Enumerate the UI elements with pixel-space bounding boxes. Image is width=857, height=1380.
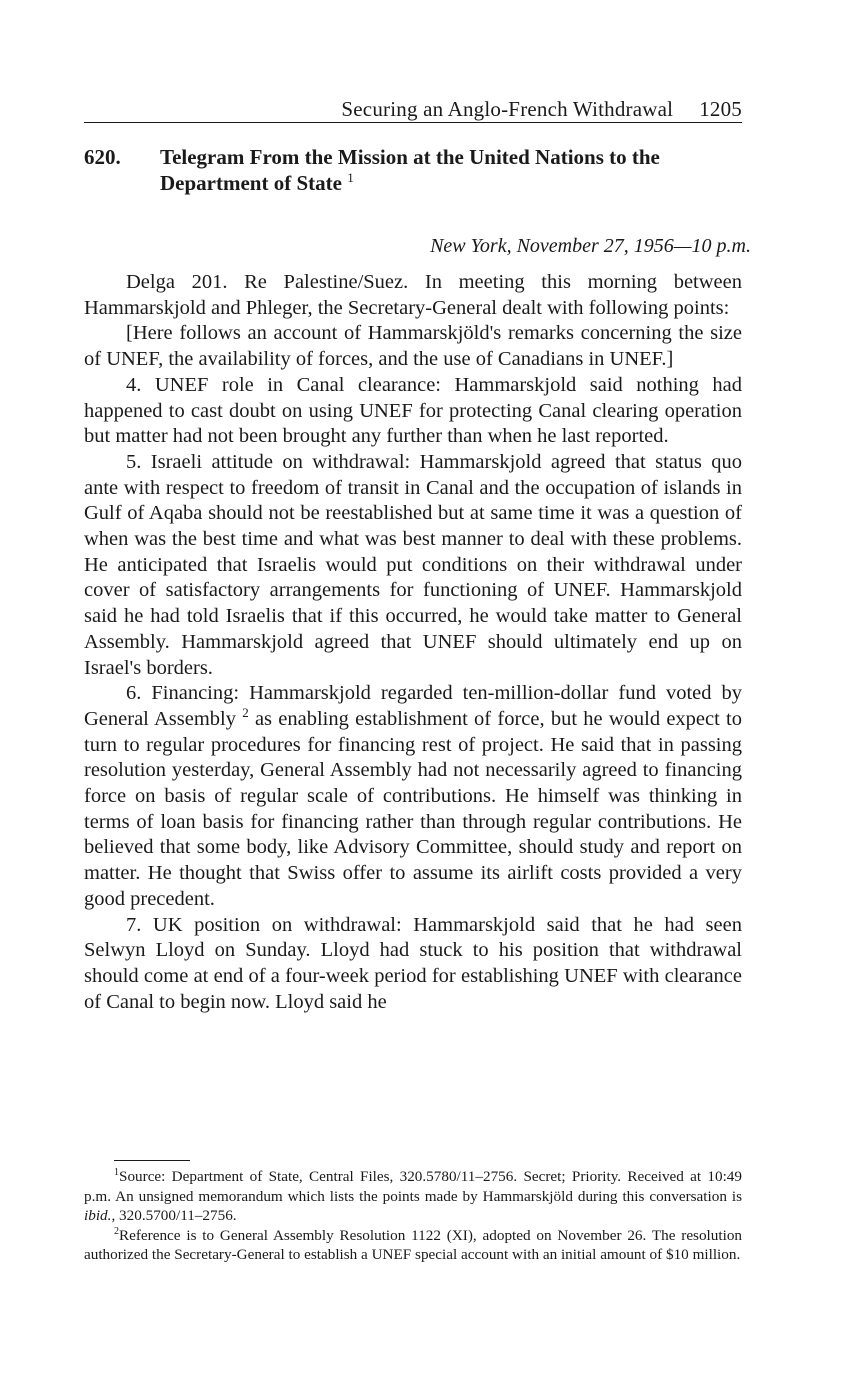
paragraph-point-6-start: 6. Financing: Hammarskjold regarded ten-million-dollar fund voted by General Assembly bbox=[84, 682, 742, 730]
footnote-1-text: Source: Department of State, Central Files, 320.5780/11–2756. Secret; Priority. Received at 10:49 p.m. An unsigned memorandum which lists the points made by Hammarskjöld during this conversation is bbox=[84, 1168, 742, 1205]
paragraph-point-6-end: as enabling establishment of force, but he would expect to turn to regular procedures for financing rest of project. He said that in passing resolution yesterday, General Assembly had not necessarily agreed to financing force on basis of regular scale of contributions. He himself was thinking in terms of loan basis for financing rather than through regular contributions. He believed that some body, like Advisory Committee, should study and report on matter. He thought that Swiss offer to assume its airlift costs provided a very good precedent. bbox=[84, 707, 742, 910]
document-title-text: Telegram From the Mission at the United Nations to the Department of State bbox=[160, 145, 660, 195]
footnote-ref-1[interactable]: 1 bbox=[347, 170, 354, 185]
paragraph-point-7: 7. UK position on withdrawal: Hammarskjold said that he had seen Selwyn Lloyd on Sunday. Lloyd had stuck to his position that withdrawal should come at end of a four-week period for establishing UNEF with clearance of Canal to begin now. Lloyd said he bbox=[84, 913, 742, 1013]
page-number: 1205 bbox=[699, 97, 742, 121]
footnote-1-marker: 1 bbox=[114, 1166, 119, 1178]
paragraph-intro: Delga 201. Re Palestine/Suez. In meeting this morning between Hammarskjold and Phleger, the Secretary-General dealt with following points: bbox=[84, 271, 742, 319]
running-head bbox=[84, 96, 742, 123]
footnote-1-ibid: ibid. bbox=[84, 1207, 112, 1224]
footnote-divider bbox=[114, 1160, 190, 1161]
dateline: New York, November 27, 1956—10 p.m. bbox=[430, 235, 751, 257]
paragraph-point-5: 5. Israeli attitude on withdrawal: Hammarskjold agreed that status quo ante with respect to freedom of transit in Canal and the occupation of islands in Gulf of Aqaba should not be reestablished but at same time it was a question of when was the best time and what was best manner to deal with these problems. He anticipated that Israelis would put conditions on their withdrawal under cover of satisfactory arrangements for functioning of UNEF. Hammarskjold said he had told Israelis that if this occurred, he would take matter to General Assembly. Hammarskjold agreed that UNEF should ultimately end up on Israel's borders. bbox=[84, 450, 742, 679]
footnote-2-marker: 2 bbox=[114, 1225, 119, 1237]
document-title bbox=[160, 144, 744, 196]
document-number: 620. bbox=[84, 145, 121, 169]
footnote-ref-2[interactable]: 2 bbox=[242, 705, 249, 721]
paragraph-editorial-note: [Here follows an account of Hammarskjöld's remarks concerning the size of UNEF, the availability of forces, and the use of Canadians in UNEF.] bbox=[84, 322, 742, 371]
footnote-1-citation: , 320.5700/11–2756. bbox=[111, 1207, 237, 1224]
footnote-1 bbox=[84, 1167, 742, 1226]
footnote-2 bbox=[84, 1226, 742, 1265]
telegram-body bbox=[84, 270, 742, 1015]
footnote-2-text: Reference is to General Assembly Resolution 1122 (XI), adopted on November 26. The resolution authorized the Secretary-General to establish a UNEF special account with an initial amount of $10 million. bbox=[84, 1226, 742, 1263]
running-head-title: Securing an Anglo-French Withdrawal bbox=[341, 97, 674, 121]
footnotes bbox=[84, 1167, 742, 1265]
paragraph-point-4: 4. UNEF role in Canal clearance: Hammarskjold said nothing had happened to cast doubt on using UNEF for protecting Canal clearing operation but matter had not been brought any further than when he last reported. bbox=[84, 373, 742, 448]
document-heading bbox=[84, 144, 744, 196]
paragraph-point-6 bbox=[84, 681, 742, 912]
